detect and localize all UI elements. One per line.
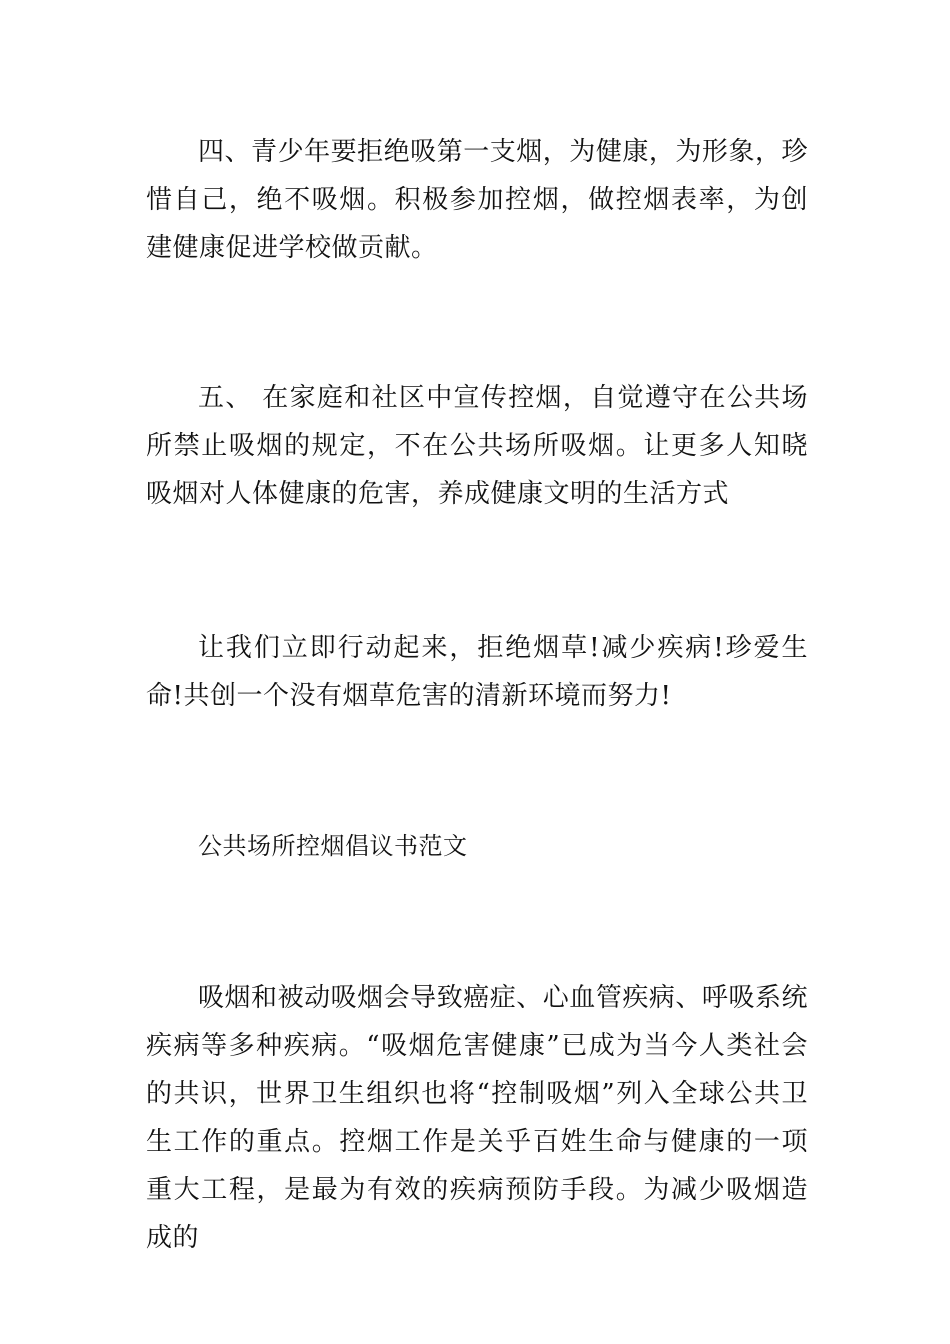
paragraph-intro: 吸烟和被动吸烟会导致癌症、心血管疾病、呼吸系统疾病等多种疾病。“吸烟危害健康”已成为当今人类社会的共识，世界卫生组织也将“控制吸烟”列入全球公共卫生工作的重点。控烟工作是关乎百姓生命与健康的一项重大工程，是最为有效的疾病预防手段。为减少吸烟造成的	[146, 983, 808, 1253]
paragraph-call-to-action: 让我们立即行动起来，拒绝烟草!减少疾病!珍爱生命!共创一个没有烟草危害的清新环境而努力!	[146, 633, 808, 711]
paragraph-five: 五、 在家庭和社区中宣传控烟，自觉遵守在公共场所禁止吸烟的规定，不在公共场所吸烟。让更多人知晓吸烟对人体健康的危害，养成健康文明的生活方式	[146, 383, 808, 509]
section-heading: 公共场所控烟倡议书范文	[198, 832, 468, 860]
paragraph-four: 四、青少年要拒绝吸第一支烟，为健康，为形象，珍惜自己，绝不吸烟。积极参加控烟，做控烟表率，为创建健康促进学校做贡献。	[146, 137, 808, 263]
